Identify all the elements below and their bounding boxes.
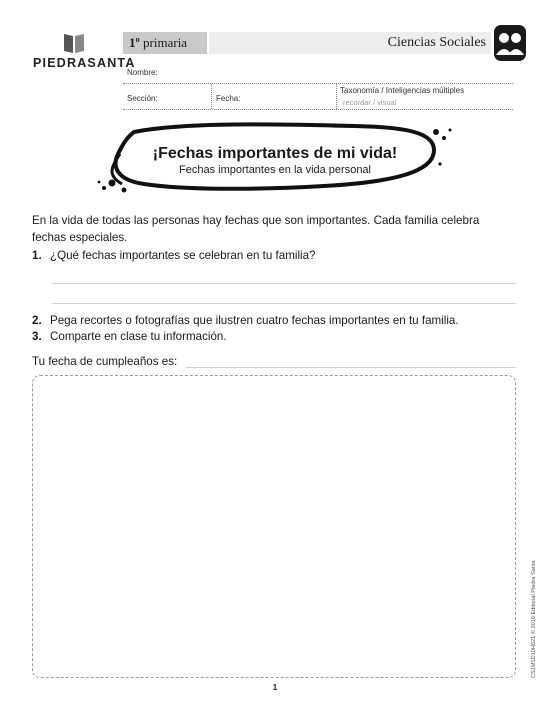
grade-text: primaria [143, 35, 188, 50]
piedrasanta-logo-icon [62, 32, 86, 54]
question-text: ¿Qué fechas importantes se celebran en tu familia? [50, 249, 316, 262]
subject-title: Ciencias Sociales [209, 32, 491, 54]
page-subtitle: Fechas importantes en la vida personal [179, 164, 371, 176]
field-divider [211, 84, 212, 109]
answer-line[interactable] [52, 283, 516, 284]
question-item [32, 313, 512, 329]
name-label: Nombre: [127, 68, 158, 77]
section-field-line[interactable] [123, 109, 513, 110]
date-label: Fecha: [216, 94, 241, 103]
two-people-icon [494, 25, 526, 61]
question-number: 3. [32, 330, 42, 343]
taxonomy-value: recordar / visual [343, 98, 397, 107]
section-label: Sección: [127, 94, 158, 103]
taxonomy-label: Taxonomía / Inteligencias múltiples [340, 86, 465, 95]
birthday-answer-line[interactable] [186, 367, 516, 368]
question-number: 1. [32, 249, 42, 262]
question-item [32, 248, 512, 264]
birthday-label: Tu fecha de cumpleaños es: [32, 355, 178, 368]
brand-name: PIEDRASANTA [33, 56, 136, 70]
grade-number: 1º [129, 35, 140, 50]
name-field-line[interactable] [123, 83, 513, 84]
question-text: Comparte en clase tu información. [50, 330, 227, 343]
answer-line[interactable] [52, 303, 516, 304]
field-divider [336, 84, 337, 109]
question-item [32, 329, 512, 345]
side-code: CS1M1D10H021 © 2016 Editorial Piedra Santa [531, 560, 537, 678]
intro-paragraph: En la vida de todas las personas hay fechas que son importantes. Cada familia celebra fechas especiales. [32, 214, 480, 244]
birthday-drawing-area[interactable] [32, 375, 516, 678]
question-text: Pega recortes o fotografías que ilustren cuatro fechas importantes en tu familia. [50, 314, 459, 327]
page-number: 1 [272, 683, 278, 692]
question-number: 2. [32, 314, 42, 327]
page-title: ¡Fechas importantes de mi vida! [152, 145, 398, 162]
grade-label [123, 32, 207, 54]
